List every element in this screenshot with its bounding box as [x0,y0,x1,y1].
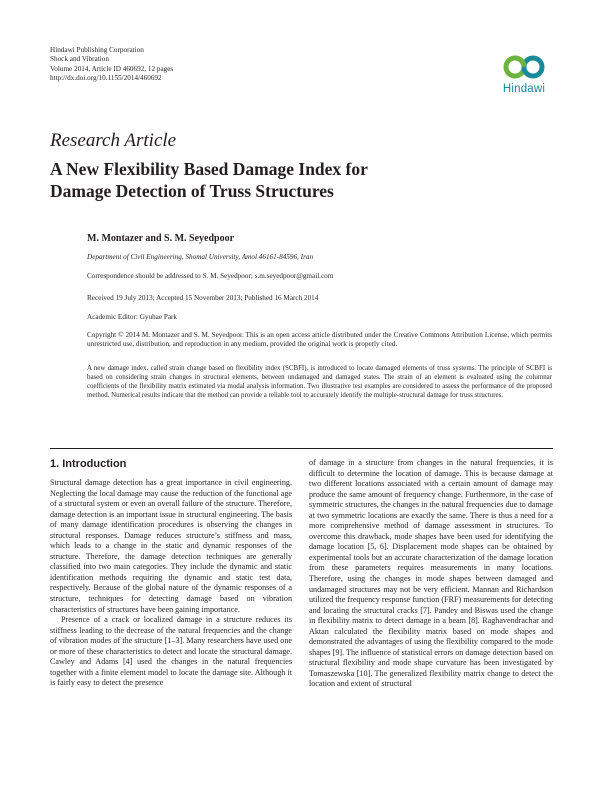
article-title [50,158,490,202]
hindawi-logo[interactable] [495,50,553,104]
title-line-2: Damage Detection of Truss Structures [50,181,334,201]
affiliation: Department of Civil Engineering, Shomal University, Amol 46161-84596, Iran [87,253,314,261]
paragraph: Presence of a crack or localized damage in a structure reduces its stiffness leading to the decrease of the natural frequencies and the change of vibration modes of the structure [1–3]. Many researchers have used one or more of these characteristics to detect and locate the structural damage. Cawley and Adams [4] used the changes in the natural frequencies together with a finite element model to locate the damage site. Although it is fairly easy to detect the presence [50,615,292,688]
section-heading: 1. Introduction [50,458,127,470]
copyright-notice: Copyright © 2014 M. Montazer and S. M. Seyedpoor. This is an open access article distributed under the Creative Commons Attribution License, which permits unrestricted use, distribution, and reproduction in any medium, provided the original work is properly cited. [87,331,552,349]
publisher-name: Hindawi Publishing Corporation [50,46,144,54]
correspondence: Correspondence should be addressed to S. M. Seyedpoor; s.m.seyedpoor@gmail.com [87,272,334,280]
paragraph: of damage in a structure from changes in the natural frequencies, it is difficult to determine the location of damage. This is because damage at two different locations associated with a certain amount of damage may produce the same amount of frequency change. Furthermore, in the case of symmetric structures, the changes in the natural frequencies due to damage at two symmetric locations are exactly the same. There is thus a need for a more comprehensive method of damage assessment in structures. To overcome this drawback, mode shapes have been used for identifying the damage location [5, 6]. Displacement mode shapes can be obtained by experimental tools but an accurate characterization of the damage location from these parameters requires measurements in many locations. Therefore, using the changes in mode shapes between damaged and undamaged structures may not be very efficient. Mannan and Richardson utilized the frequency response function (FRF) measurements for detecting and locating the structural cracks [7]. Pandey and Biswas used the change in flexibility matrix to detect damage in a beam [8]. Raghavendrachar and Aktan calculated the flexibility matrix based on mode shapes and demonstrated the advantages of using the flexibility compared to the mode shapes [9]. The influence of statistical errors on damage detection based on structural flexibility and mode shape curvature has been investigated by Tomaszewska [10]. The generalized flexibility matrix change to detect the location and extent of structural [309,458,553,689]
journal-name: Shock and Vibration [50,55,109,64]
academic-editor: Academic Editor: Gyuhae Park [87,313,178,321]
volume-info: Volume 2014, Article ID 460692, 12 pages [50,64,174,73]
paragraph: Structural damage detection has a great importance in civil engineering. Neglecting the local damage may cause the reduction of the functional age of a structural system or even an overall failure of the structure. Therefore, damage detection is an important issue in structural engineering. The basis of many damage identification procedures is observing the changes in structural responses. Damage reduces structure’s stiffness and mass, which leads to a change in the static and dynamic responses of the structure. Therefore, the damage detection techniques are generally classified into two main categories. They include the dynamic and static identification methods requiring the dynamic and static test data, respectively. Because of the global nature of the dynamic responses of a structure, techniques for detecting damage based on vibration characteristics of structures have been gaining importance. [50,478,292,614]
authors: M. Montazer and S. M. Seyedpoor [87,233,235,244]
left-column [50,478,292,689]
logo-text: Hindawi [502,83,546,95]
article-type: Research Article [50,130,177,151]
hindawi-logo-icon [502,50,546,84]
journal-header [50,46,173,84]
doi-link[interactable]: http://dx.doi.org/10.1155/2014/460692 [50,74,162,83]
section-divider [50,448,553,449]
abstract: A new damage index, called strain change based on flexibility index (SCBFI), is introduced to locate damaged elements of truss systems. The principle of SCBFI is based on considering strain changes in structural elements, between undamaged and damaged states. The strain of an element is evaluated using the columnar coefficients of the flexibility matrix estimated via modal analysis information. Two illustrative test examples are considered to assess the performance of the proposed method. Numerical results indicate that the method can provide a reliable tool to accurately identify the multiple-structural damage for truss structures. [87,365,552,399]
right-column [309,458,553,690]
title-line-1: A New Flexibility Based Damage Index for [50,159,368,179]
publication-dates: Received 19 July 2013; Accepted 15 November 2013; Published 16 March 2014 [87,294,319,302]
